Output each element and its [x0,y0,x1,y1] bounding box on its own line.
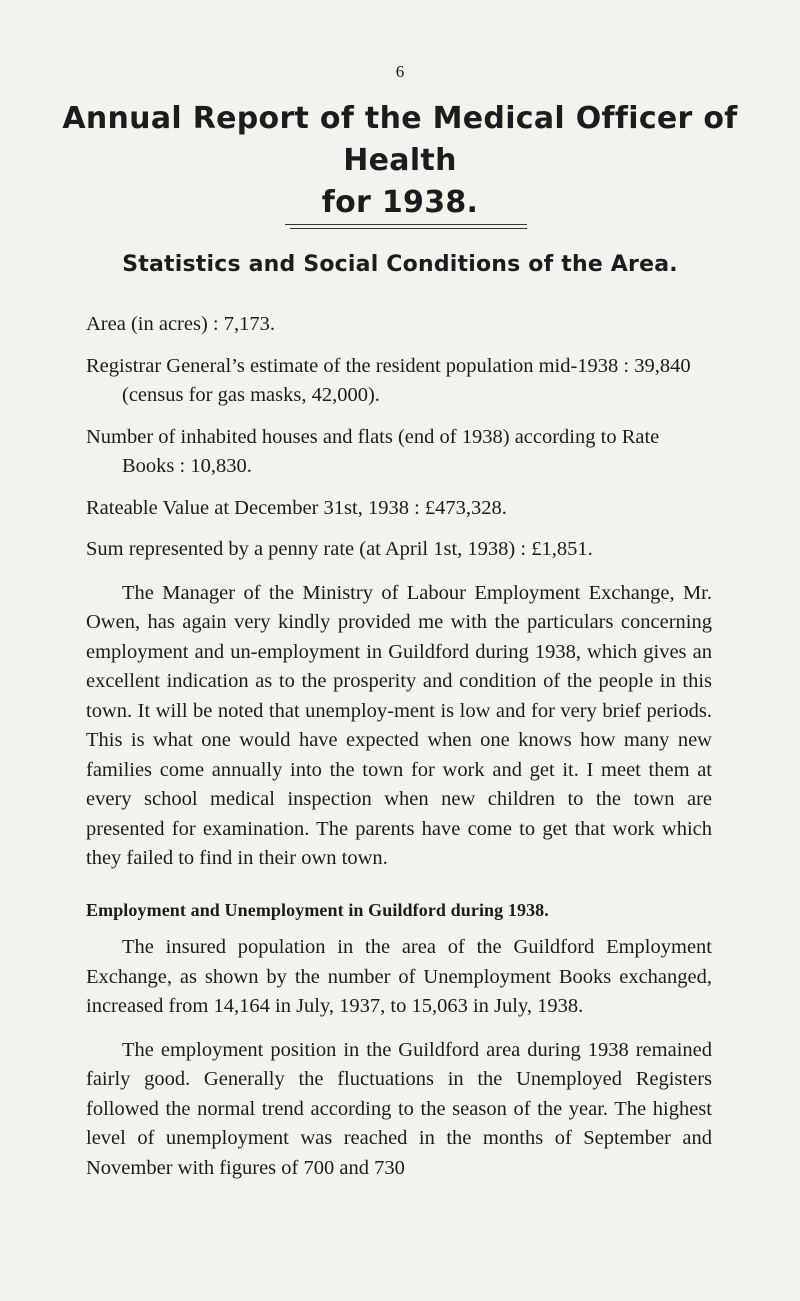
paragraph-employment-position: The employment position in the Guildford area during 1938 remained fairly good. Generally the fluctuations in the Unemployed Registers followed the normal trend according to the season of the year. The highest level of unemployment was reached in the months of September and November with figures of 700 and 730 [86,1038,712,1179]
title-divider-top [285,224,527,225]
stat-area: Area (in acres) : 7,173. [86,313,275,335]
paragraph-insured-population: The insured population in the area of the Guildford Employment Exchange, as shown by the number of Unemployment Books exchanged, increased from 14,164 in July, 1937, to 15,063 in July, 1938. [86,936,712,1017]
stat-houses: Number of inhabited houses and flats (end of 1938) according to Rate Books : 10,830. [86,425,660,477]
report-body [86,310,712,1183]
report-title-line-2: for 1938. [321,185,479,220]
page-number: 6 [395,62,405,81]
title-divider-bottom [290,228,527,229]
stat-population: Registrar General’s estimate of the resident population mid-1938 : 39,840 (census for gas masks, 42,000). [86,354,691,406]
paragraph-employment-exchange: The Manager of the Ministry of Labour Employment Exchange, Mr. Owen, has again very kindly provided me with the particulars concerning employment and un-employment in Guildford during 1938, which gives an excellent indication as to the prosperity and condition of the people in this town. It will be noted that unemploy-ment is low and for very brief periods. This is what one would have expected when one knows how many new families come annually into the town for work and get it. I meet them at every school medical inspection when new children to the town are presented for examination. The parents have come to get that work which they failed to find in their own town. [86,581,712,869]
sub-heading-employment: Employment and Unemployment in Guildford during 1938. [86,899,549,920]
report-title [60,98,740,224]
section-heading: Statistics and Social Conditions of the Area. [122,252,678,277]
report-title-line-1: Annual Report of the Medical Officer of Health [62,101,738,178]
stat-rateable-value: Rateable Value at December 31st, 1938 : £473,328. [86,496,507,519]
stat-penny-rate: Sum represented by a penny rate (at April 1st, 1938) : £1,851. [86,538,593,560]
